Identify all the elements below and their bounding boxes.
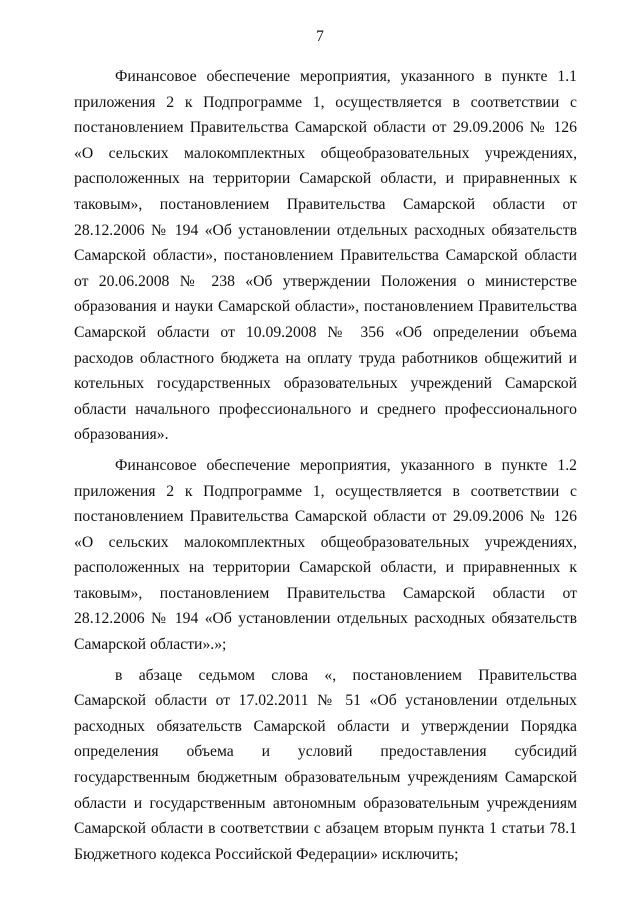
- paragraph-2: Финансовое обеспечение мероприятия, указанного в пункте 1.2 приложения 2 к Подпрограмме 1, осуществляется в соответствии с постановлением Правительства Самарской области от 29.09.2006 № 126 «О сельских малокомплектных общеобразовательных учреждениях, расположенных на территории Самарской области, и приравненных к таковым», постановлением Правительства Самарской области от 28.12.2006 № 194 «Об установлении отдельных расходных обязательств Самарской области».»;: [74, 456, 577, 654]
- paragraph-1: Финансовое обеспечение мероприятия, указанного в пункте 1.1 приложения 2 к Подпрограмме 1, осуществляется в соответствии с постановлением Правительства Самарской области от 29.09.2006 № 126 «О сельских малокомплектных общеобразовательных учреждениях, расположенных на территории Самарской области, и приравненных к таковым», постановлением Правительства Самарской области от 28.12.2006 № 194 «Об установлении отдельных расходных обязательств Самарской области», постановлением Правительства Самарской области от 20.06.2008 № 238 «Об утверждении Положения о министерстве образования и науки Самарской области», постановлением Правительства Самарской области от 10.09.2008 № 356 «Об определении объема расходов областного бюджета на оплату труда работников общежитий и котельных государственных образовательных учреждений Самарской области начального профессионального и среднего профессионального образования».: [74, 68, 577, 444]
- document-body: [74, 64, 577, 867]
- paragraph-3: в абзаце седьмом слова «, постановлением Правительства Самарской области от 17.02.2011 № 51 «Об установлении отдельных расходных обязательств Самарской области и утверждении Порядка определения объема и условий предоставления субсидий государственным бюджетным образовательным учреждениям Самарской области и государственным автономным образовательным учреждениям Самарской области в соответствии с абзацем вторым пункта 1 статьи 78.1 Бюджетного кодекса Российской Федерации» исключить;: [74, 666, 577, 863]
- page-number: 7: [316, 28, 324, 45]
